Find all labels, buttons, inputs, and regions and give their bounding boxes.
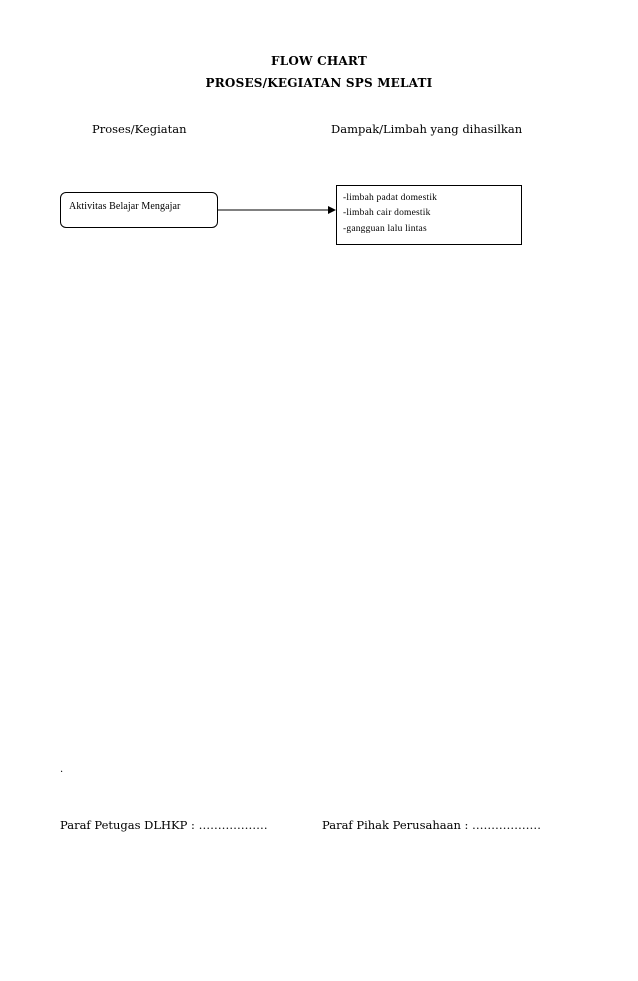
page-subtitle: PROSES/KEGIATAN SPS MELATI — [205, 76, 433, 90]
page-title: FLOW CHART — [271, 54, 367, 68]
process-node — [60, 192, 218, 228]
flow-arrow — [218, 203, 338, 217]
impact-node — [336, 185, 522, 245]
process-node-label: Aktivitas Belajar Mengajar — [69, 201, 181, 212]
impact-item: -limbah cair domestik — [343, 208, 431, 218]
dot-mark: . — [60, 764, 64, 775]
process-column-header: Proses/Kegiatan — [92, 122, 187, 136]
signature-field-company: Paraf Pihak Perusahaan : ……………… — [322, 818, 542, 832]
impact-item: -gangguan lalu lintas — [343, 224, 427, 234]
impact-column-header: Dampak/Limbah yang dihasilkan — [331, 122, 523, 136]
signature-field-dlhkp: Paraf Petugas DLHKP : ……………… — [60, 818, 268, 832]
impact-item: -limbah padat domestik — [343, 193, 438, 203]
